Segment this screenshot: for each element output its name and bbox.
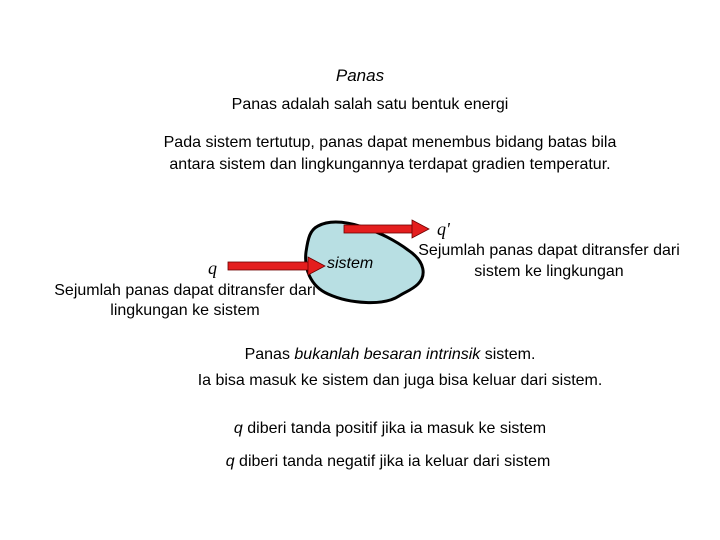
system-label: sistem [327, 255, 374, 272]
heat-in-arrow [228, 257, 325, 275]
negative-sign-note: q diberi tanda negatif jika ia keluar dari sistem [225, 453, 551, 470]
heat-out-caption: Sejumlah panas dapat ditransfer dari sistem ke lingkungan [418, 242, 680, 280]
intrinsic-note: Panas bukanlah besaran intrinsik sistem. [244, 346, 536, 363]
page-title: Panas [335, 66, 385, 85]
intro-paragraph: Pada sistem tertutup, panas dapat menembus bidang batas bila antara sistem dan lingkungannya terdapat gradien temperatur. [163, 134, 617, 173]
direction-note: Ia bisa masuk ke sistem dan juga bisa keluar dari sistem. [197, 372, 603, 389]
positive-sign-note: q diberi tanda positif jika ia masuk ke sistem [233, 420, 547, 437]
definition-line: Panas adalah salah satu bentuk energi [231, 96, 509, 113]
q-in-symbol: q [208, 258, 217, 278]
q-out-symbol: q' [437, 219, 450, 239]
heat-in-caption: Sejumlah panas dapat ditransfer dari lingkungan ke sistem [54, 282, 316, 319]
